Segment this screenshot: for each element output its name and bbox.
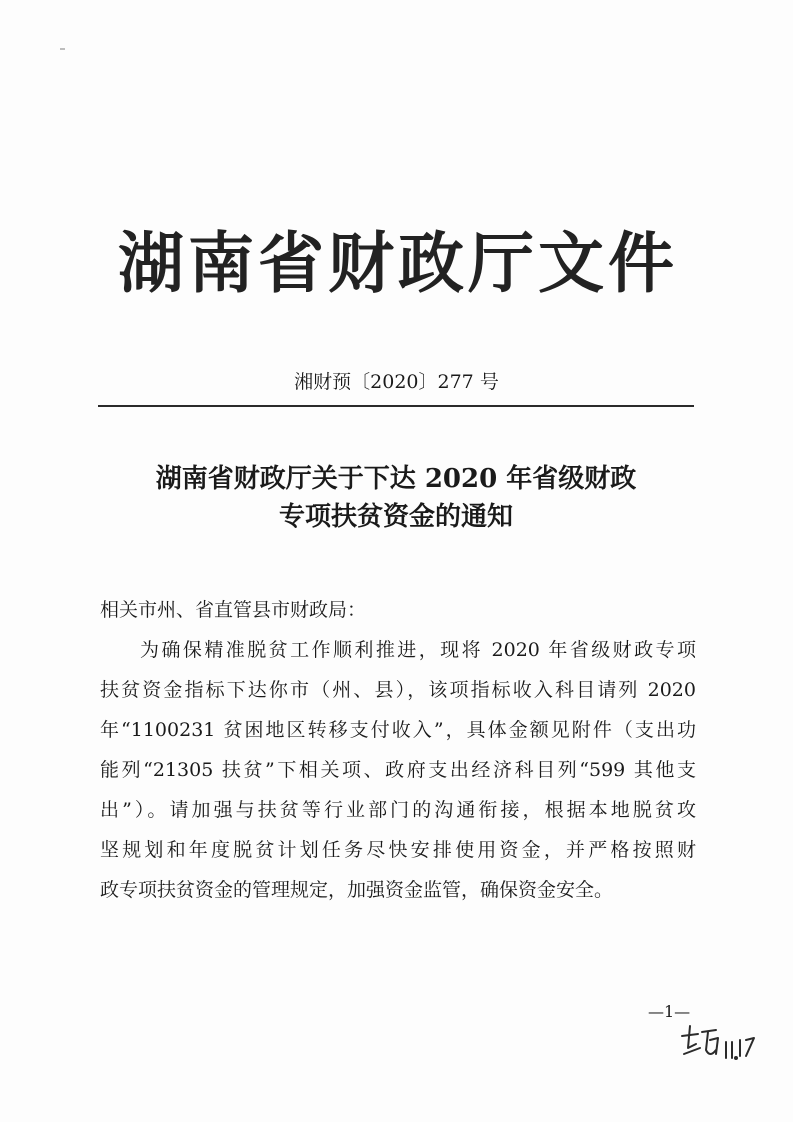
body-line: 能列“21305 扶贫”下相关项、政府支出经济科目列“599 其他支 xyxy=(100,759,696,781)
salutation: 相关市州、省直管县市财政局： xyxy=(100,599,367,621)
document-header-title: 湖南省财政厅文件 xyxy=(118,225,678,302)
page-number: —1— xyxy=(648,1002,691,1021)
subject-line-1: 湖南省财政厅关于下达 2020 年省级财政 xyxy=(155,464,637,494)
body-line: 出”）。请加强与扶贫等行业部门的沟通衔接，根据本地脱贫攻 xyxy=(100,799,696,821)
body-line: 坚规划和年度脱贫计划任务尽快安排使用资金，并严格按照财 xyxy=(100,839,696,861)
document-number: 湘财预〔2020〕277 号 xyxy=(294,371,499,393)
signature-icon xyxy=(676,1014,776,1074)
body-paragraph xyxy=(100,630,696,910)
document-subject xyxy=(98,460,694,536)
handwritten-signature xyxy=(676,1014,776,1074)
scan-mark xyxy=(60,48,65,50)
header-divider xyxy=(98,405,694,407)
subject-line-2: 专项扶贫资金的通知 xyxy=(278,502,513,532)
body-line: 政专项扶贫资金的管理规定，加强资金监管，确保资金安全。 xyxy=(100,879,614,901)
body-line: 扶贫资金指标下达你市（州、县），该项指标收入科目请列 2020 xyxy=(100,679,696,701)
body-line: 为确保精准脱贫工作顺利推进，现将 2020 年省级财政专项 xyxy=(140,639,696,661)
body-line: 年“1100231 贫困地区转移支付收入”，具体金额见附件（支出功 xyxy=(100,719,696,741)
